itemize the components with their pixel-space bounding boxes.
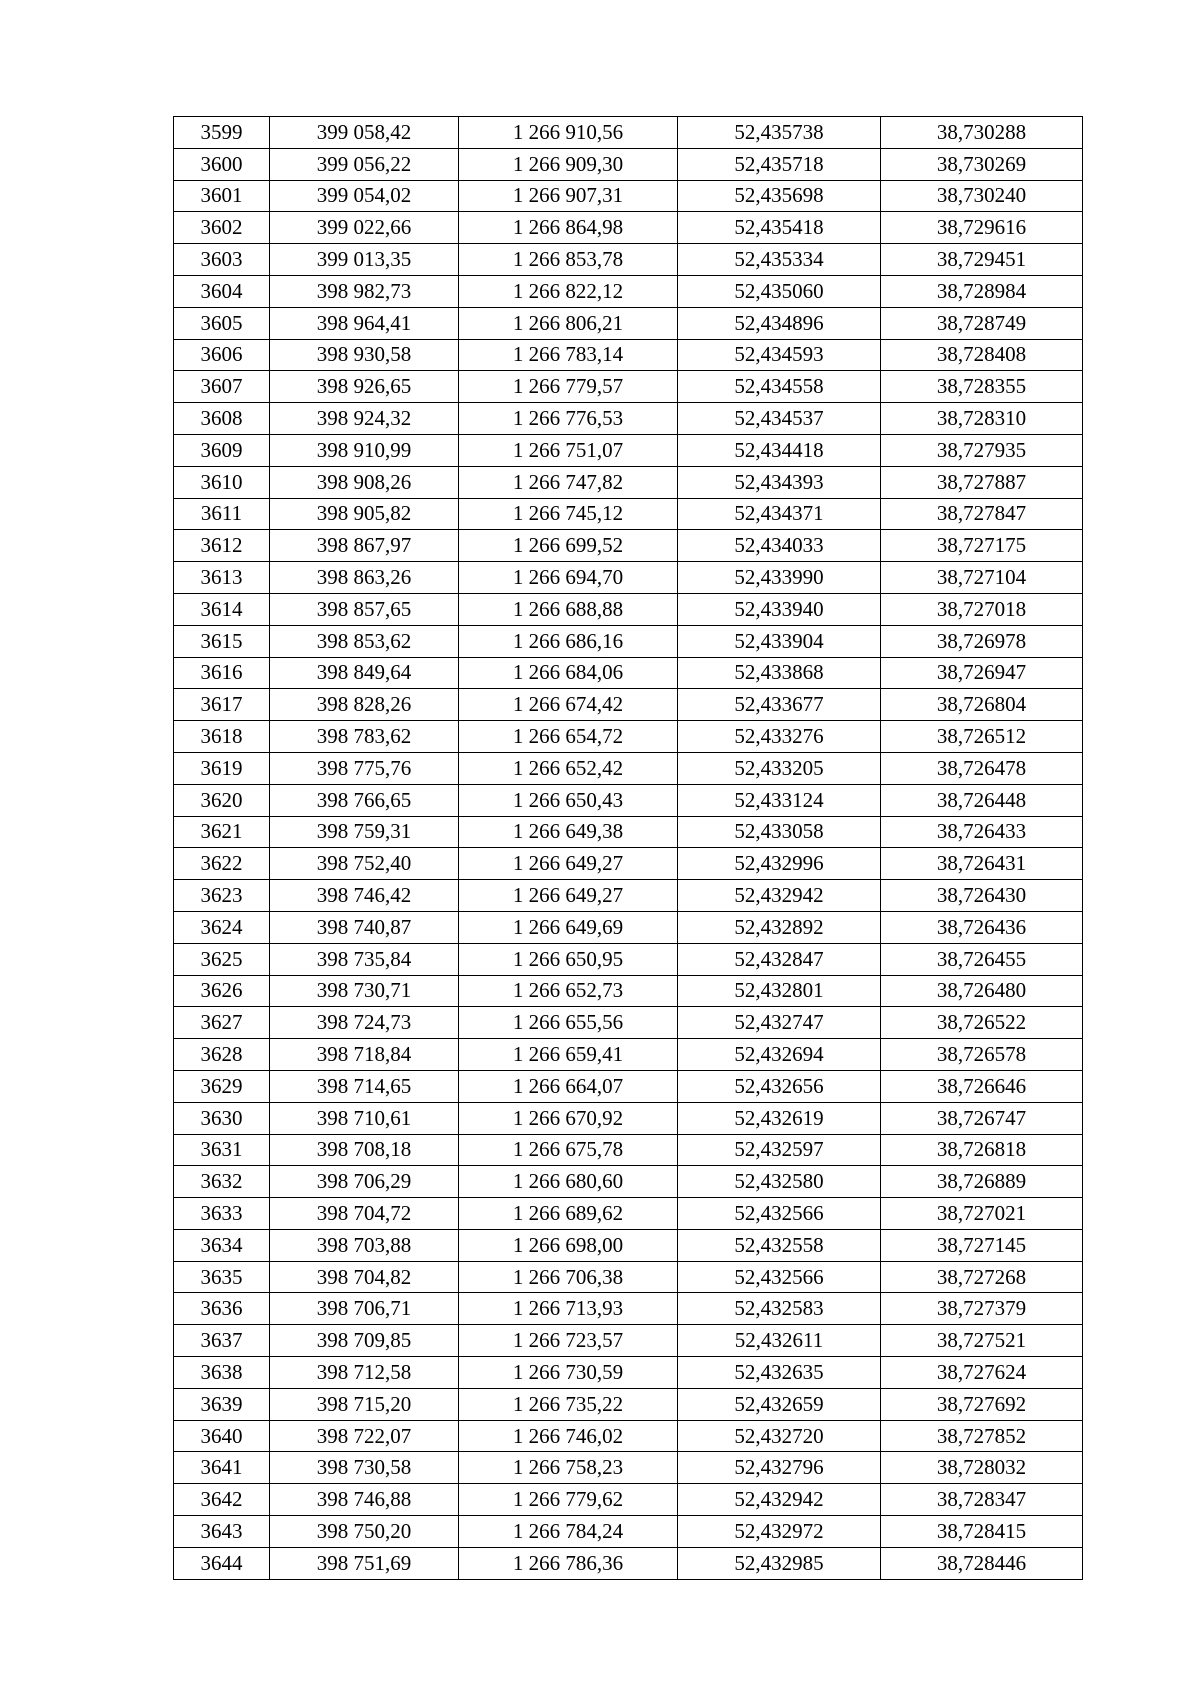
- latitude-cell: 52,434033: [678, 530, 881, 562]
- point-number-cell: 3607: [174, 371, 270, 403]
- y-coordinate-cell: 1 266 686,16: [459, 625, 678, 657]
- latitude-cell: 52,433205: [678, 752, 881, 784]
- point-number-cell: 3625: [174, 943, 270, 975]
- y-coordinate-cell: 1 266 675,78: [459, 1134, 678, 1166]
- table-row: [174, 880, 1083, 912]
- y-coordinate-cell: 1 266 783,14: [459, 339, 678, 371]
- latitude-cell: 52,433990: [678, 562, 881, 594]
- point-number-cell: 3623: [174, 880, 270, 912]
- longitude-cell: 38,726889: [881, 1166, 1083, 1198]
- longitude-cell: 38,726747: [881, 1102, 1083, 1134]
- y-coordinate-cell: 1 266 664,07: [459, 1070, 678, 1102]
- y-coordinate-cell: 1 266 907,31: [459, 180, 678, 212]
- longitude-cell: 38,726480: [881, 975, 1083, 1007]
- point-number-cell: 3636: [174, 1293, 270, 1325]
- latitude-cell: 52,433124: [678, 784, 881, 816]
- x-coordinate-cell: 398 715,20: [270, 1388, 459, 1420]
- y-coordinate-cell: 1 266 723,57: [459, 1325, 678, 1357]
- point-number-cell: 3637: [174, 1325, 270, 1357]
- point-number-cell: 3644: [174, 1547, 270, 1579]
- longitude-cell: 38,728749: [881, 307, 1083, 339]
- x-coordinate-cell: 398 775,76: [270, 752, 459, 784]
- y-coordinate-cell: 1 266 758,23: [459, 1452, 678, 1484]
- latitude-cell: 52,432611: [678, 1325, 881, 1357]
- y-coordinate-cell: 1 266 713,93: [459, 1293, 678, 1325]
- longitude-cell: 38,727021: [881, 1198, 1083, 1230]
- y-coordinate-cell: 1 266 684,06: [459, 657, 678, 689]
- latitude-cell: 52,432801: [678, 975, 881, 1007]
- x-coordinate-cell: 399 022,66: [270, 212, 459, 244]
- table-row: [174, 1166, 1083, 1198]
- y-coordinate-cell: 1 266 806,21: [459, 307, 678, 339]
- latitude-cell: 52,435738: [678, 117, 881, 149]
- longitude-cell: 38,727268: [881, 1261, 1083, 1293]
- x-coordinate-cell: 399 054,02: [270, 180, 459, 212]
- latitude-cell: 52,432635: [678, 1357, 881, 1389]
- x-coordinate-cell: 398 703,88: [270, 1229, 459, 1261]
- longitude-cell: 38,727624: [881, 1357, 1083, 1389]
- table-row: [174, 1293, 1083, 1325]
- latitude-cell: 52,434896: [678, 307, 881, 339]
- longitude-cell: 38,727175: [881, 530, 1083, 562]
- table-row: [174, 1420, 1083, 1452]
- x-coordinate-cell: 398 752,40: [270, 848, 459, 880]
- y-coordinate-cell: 1 266 652,73: [459, 975, 678, 1007]
- x-coordinate-cell: 398 863,26: [270, 562, 459, 594]
- table-row: [174, 1229, 1083, 1261]
- longitude-cell: 38,729616: [881, 212, 1083, 244]
- x-coordinate-cell: 398 718,84: [270, 1039, 459, 1071]
- table-row: [174, 975, 1083, 1007]
- point-number-cell: 3621: [174, 816, 270, 848]
- x-coordinate-cell: 398 704,72: [270, 1198, 459, 1230]
- longitude-cell: 38,726818: [881, 1134, 1083, 1166]
- longitude-cell: 38,728408: [881, 339, 1083, 371]
- x-coordinate-cell: 398 712,58: [270, 1357, 459, 1389]
- longitude-cell: 38,726646: [881, 1070, 1083, 1102]
- table-row: [174, 148, 1083, 180]
- y-coordinate-cell: 1 266 698,00: [459, 1229, 678, 1261]
- table-row: [174, 498, 1083, 530]
- x-coordinate-cell: 398 735,84: [270, 943, 459, 975]
- table-row: [174, 307, 1083, 339]
- latitude-cell: 52,433058: [678, 816, 881, 848]
- point-number-cell: 3641: [174, 1452, 270, 1484]
- table-row: [174, 848, 1083, 880]
- longitude-cell: 38,727852: [881, 1420, 1083, 1452]
- latitude-cell: 52,432566: [678, 1198, 881, 1230]
- table-row: [174, 1198, 1083, 1230]
- latitude-cell: 52,432942: [678, 1484, 881, 1516]
- x-coordinate-cell: 398 709,85: [270, 1325, 459, 1357]
- table-row: [174, 1070, 1083, 1102]
- table-row: [174, 434, 1083, 466]
- longitude-cell: 38,728446: [881, 1547, 1083, 1579]
- latitude-cell: 52,433904: [678, 625, 881, 657]
- x-coordinate-cell: 398 706,29: [270, 1166, 459, 1198]
- table-row: [174, 180, 1083, 212]
- y-coordinate-cell: 1 266 649,27: [459, 848, 678, 880]
- longitude-cell: 38,726804: [881, 689, 1083, 721]
- point-number-cell: 3624: [174, 911, 270, 943]
- table-row: [174, 1484, 1083, 1516]
- longitude-cell: 38,728347: [881, 1484, 1083, 1516]
- y-coordinate-cell: 1 266 655,56: [459, 1007, 678, 1039]
- point-number-cell: 3617: [174, 689, 270, 721]
- y-coordinate-cell: 1 266 652,42: [459, 752, 678, 784]
- latitude-cell: 52,433868: [678, 657, 881, 689]
- point-number-cell: 3613: [174, 562, 270, 594]
- x-coordinate-cell: 399 058,42: [270, 117, 459, 149]
- longitude-cell: 38,726455: [881, 943, 1083, 975]
- y-coordinate-cell: 1 266 689,62: [459, 1198, 678, 1230]
- table-row: [174, 1516, 1083, 1548]
- longitude-cell: 38,728310: [881, 403, 1083, 435]
- latitude-cell: 52,432656: [678, 1070, 881, 1102]
- point-number-cell: 3620: [174, 784, 270, 816]
- y-coordinate-cell: 1 266 649,69: [459, 911, 678, 943]
- table-row: [174, 1007, 1083, 1039]
- x-coordinate-cell: 398 828,26: [270, 689, 459, 721]
- point-number-cell: 3643: [174, 1516, 270, 1548]
- point-number-cell: 3618: [174, 721, 270, 753]
- y-coordinate-cell: 1 266 654,72: [459, 721, 678, 753]
- latitude-cell: 52,432985: [678, 1547, 881, 1579]
- table-row: [174, 1325, 1083, 1357]
- point-number-cell: 3601: [174, 180, 270, 212]
- x-coordinate-cell: 398 730,58: [270, 1452, 459, 1484]
- longitude-cell: 38,726947: [881, 657, 1083, 689]
- longitude-cell: 38,726978: [881, 625, 1083, 657]
- x-coordinate-cell: 398 750,20: [270, 1516, 459, 1548]
- x-coordinate-cell: 398 746,42: [270, 880, 459, 912]
- y-coordinate-cell: 1 266 909,30: [459, 148, 678, 180]
- table-row: [174, 1388, 1083, 1420]
- latitude-cell: 52,433276: [678, 721, 881, 753]
- point-number-cell: 3635: [174, 1261, 270, 1293]
- table-row: [174, 371, 1083, 403]
- latitude-cell: 52,432694: [678, 1039, 881, 1071]
- longitude-cell: 38,728415: [881, 1516, 1083, 1548]
- point-number-cell: 3630: [174, 1102, 270, 1134]
- x-coordinate-cell: 398 783,62: [270, 721, 459, 753]
- y-coordinate-cell: 1 266 910,56: [459, 117, 678, 149]
- x-coordinate-cell: 399 013,35: [270, 244, 459, 276]
- y-coordinate-cell: 1 266 659,41: [459, 1039, 678, 1071]
- longitude-cell: 38,727379: [881, 1293, 1083, 1325]
- x-coordinate-cell: 398 724,73: [270, 1007, 459, 1039]
- longitude-cell: 38,726430: [881, 880, 1083, 912]
- latitude-cell: 52,435334: [678, 244, 881, 276]
- y-coordinate-cell: 1 266 864,98: [459, 212, 678, 244]
- table-row: [174, 721, 1083, 753]
- longitude-cell: 38,730288: [881, 117, 1083, 149]
- point-number-cell: 3639: [174, 1388, 270, 1420]
- x-coordinate-cell: 398 908,26: [270, 466, 459, 498]
- latitude-cell: 52,432566: [678, 1261, 881, 1293]
- y-coordinate-cell: 1 266 747,82: [459, 466, 678, 498]
- point-number-cell: 3627: [174, 1007, 270, 1039]
- table-row: [174, 466, 1083, 498]
- x-coordinate-cell: 398 905,82: [270, 498, 459, 530]
- y-coordinate-cell: 1 266 649,27: [459, 880, 678, 912]
- y-coordinate-cell: 1 266 735,22: [459, 1388, 678, 1420]
- table-row: [174, 1134, 1083, 1166]
- latitude-cell: 52,435718: [678, 148, 881, 180]
- longitude-cell: 38,730269: [881, 148, 1083, 180]
- latitude-cell: 52,434558: [678, 371, 881, 403]
- point-number-cell: 3634: [174, 1229, 270, 1261]
- x-coordinate-cell: 398 740,87: [270, 911, 459, 943]
- latitude-cell: 52,432659: [678, 1388, 881, 1420]
- table-row: [174, 1452, 1083, 1484]
- point-number-cell: 3600: [174, 148, 270, 180]
- latitude-cell: 52,432996: [678, 848, 881, 880]
- point-number-cell: 3608: [174, 403, 270, 435]
- longitude-cell: 38,727521: [881, 1325, 1083, 1357]
- table-row: [174, 593, 1083, 625]
- x-coordinate-cell: 398 867,97: [270, 530, 459, 562]
- latitude-cell: 52,432747: [678, 1007, 881, 1039]
- longitude-cell: 38,727104: [881, 562, 1083, 594]
- table-row: [174, 530, 1083, 562]
- x-coordinate-cell: 398 964,41: [270, 307, 459, 339]
- point-number-cell: 3638: [174, 1357, 270, 1389]
- x-coordinate-cell: 398 708,18: [270, 1134, 459, 1166]
- latitude-cell: 52,434418: [678, 434, 881, 466]
- latitude-cell: 52,433677: [678, 689, 881, 721]
- point-number-cell: 3633: [174, 1198, 270, 1230]
- latitude-cell: 52,432796: [678, 1452, 881, 1484]
- table-row: [174, 244, 1083, 276]
- point-number-cell: 3632: [174, 1166, 270, 1198]
- x-coordinate-cell: 398 730,71: [270, 975, 459, 1007]
- x-coordinate-cell: 398 704,82: [270, 1261, 459, 1293]
- y-coordinate-cell: 1 266 688,88: [459, 593, 678, 625]
- longitude-cell: 38,726448: [881, 784, 1083, 816]
- table-row: [174, 752, 1083, 784]
- point-number-cell: 3603: [174, 244, 270, 276]
- latitude-cell: 52,433940: [678, 593, 881, 625]
- longitude-cell: 38,727692: [881, 1388, 1083, 1420]
- coordinates-table: [173, 116, 1083, 1580]
- longitude-cell: 38,728032: [881, 1452, 1083, 1484]
- latitude-cell: 52,432558: [678, 1229, 881, 1261]
- table-row: [174, 562, 1083, 594]
- point-number-cell: 3609: [174, 434, 270, 466]
- longitude-cell: 38,726578: [881, 1039, 1083, 1071]
- point-number-cell: 3640: [174, 1420, 270, 1452]
- table-row: [174, 816, 1083, 848]
- latitude-cell: 52,432597: [678, 1134, 881, 1166]
- table-row: [174, 943, 1083, 975]
- longitude-cell: 38,726522: [881, 1007, 1083, 1039]
- latitude-cell: 52,432720: [678, 1420, 881, 1452]
- x-coordinate-cell: 398 759,31: [270, 816, 459, 848]
- x-coordinate-cell: 399 056,22: [270, 148, 459, 180]
- x-coordinate-cell: 398 982,73: [270, 275, 459, 307]
- latitude-cell: 52,434537: [678, 403, 881, 435]
- table-row: [174, 275, 1083, 307]
- longitude-cell: 38,727145: [881, 1229, 1083, 1261]
- table-row: [174, 689, 1083, 721]
- longitude-cell: 38,728984: [881, 275, 1083, 307]
- latitude-cell: 52,435698: [678, 180, 881, 212]
- point-number-cell: 3628: [174, 1039, 270, 1071]
- x-coordinate-cell: 398 930,58: [270, 339, 459, 371]
- y-coordinate-cell: 1 266 779,57: [459, 371, 678, 403]
- point-number-cell: 3599: [174, 117, 270, 149]
- point-number-cell: 3629: [174, 1070, 270, 1102]
- latitude-cell: 52,434393: [678, 466, 881, 498]
- x-coordinate-cell: 398 849,64: [270, 657, 459, 689]
- x-coordinate-cell: 398 853,62: [270, 625, 459, 657]
- point-number-cell: 3626: [174, 975, 270, 1007]
- longitude-cell: 38,726433: [881, 816, 1083, 848]
- longitude-cell: 38,727935: [881, 434, 1083, 466]
- y-coordinate-cell: 1 266 751,07: [459, 434, 678, 466]
- table-row: [174, 1547, 1083, 1579]
- table-row: [174, 117, 1083, 149]
- table-row: [174, 339, 1083, 371]
- y-coordinate-cell: 1 266 650,43: [459, 784, 678, 816]
- longitude-cell: 38,727018: [881, 593, 1083, 625]
- latitude-cell: 52,432942: [678, 880, 881, 912]
- y-coordinate-cell: 1 266 694,70: [459, 562, 678, 594]
- point-number-cell: 3611: [174, 498, 270, 530]
- y-coordinate-cell: 1 266 745,12: [459, 498, 678, 530]
- longitude-cell: 38,727847: [881, 498, 1083, 530]
- x-coordinate-cell: 398 722,07: [270, 1420, 459, 1452]
- latitude-cell: 52,432972: [678, 1516, 881, 1548]
- table-row: [174, 403, 1083, 435]
- latitude-cell: 52,435418: [678, 212, 881, 244]
- table-row: [174, 784, 1083, 816]
- x-coordinate-cell: 398 746,88: [270, 1484, 459, 1516]
- x-coordinate-cell: 398 706,71: [270, 1293, 459, 1325]
- point-number-cell: 3619: [174, 752, 270, 784]
- point-number-cell: 3614: [174, 593, 270, 625]
- y-coordinate-cell: 1 266 649,38: [459, 816, 678, 848]
- y-coordinate-cell: 1 266 746,02: [459, 1420, 678, 1452]
- table-row: [174, 1102, 1083, 1134]
- longitude-cell: 38,727887: [881, 466, 1083, 498]
- x-coordinate-cell: 398 924,32: [270, 403, 459, 435]
- longitude-cell: 38,726431: [881, 848, 1083, 880]
- point-number-cell: 3616: [174, 657, 270, 689]
- x-coordinate-cell: 398 710,61: [270, 1102, 459, 1134]
- latitude-cell: 52,432583: [678, 1293, 881, 1325]
- longitude-cell: 38,726478: [881, 752, 1083, 784]
- y-coordinate-cell: 1 266 674,42: [459, 689, 678, 721]
- x-coordinate-cell: 398 714,65: [270, 1070, 459, 1102]
- x-coordinate-cell: 398 926,65: [270, 371, 459, 403]
- y-coordinate-cell: 1 266 776,53: [459, 403, 678, 435]
- point-number-cell: 3610: [174, 466, 270, 498]
- longitude-cell: 38,728355: [881, 371, 1083, 403]
- x-coordinate-cell: 398 751,69: [270, 1547, 459, 1579]
- latitude-cell: 52,434593: [678, 339, 881, 371]
- table-row: [174, 1357, 1083, 1389]
- point-number-cell: 3631: [174, 1134, 270, 1166]
- table-row: [174, 911, 1083, 943]
- coordinates-table-body: [174, 117, 1083, 1580]
- table-row: [174, 1039, 1083, 1071]
- latitude-cell: 52,432847: [678, 943, 881, 975]
- y-coordinate-cell: 1 266 730,59: [459, 1357, 678, 1389]
- point-number-cell: 3612: [174, 530, 270, 562]
- x-coordinate-cell: 398 857,65: [270, 593, 459, 625]
- longitude-cell: 38,726512: [881, 721, 1083, 753]
- x-coordinate-cell: 398 766,65: [270, 784, 459, 816]
- y-coordinate-cell: 1 266 699,52: [459, 530, 678, 562]
- x-coordinate-cell: 398 910,99: [270, 434, 459, 466]
- latitude-cell: 52,432892: [678, 911, 881, 943]
- point-number-cell: 3615: [174, 625, 270, 657]
- y-coordinate-cell: 1 266 670,92: [459, 1102, 678, 1134]
- latitude-cell: 52,432580: [678, 1166, 881, 1198]
- y-coordinate-cell: 1 266 853,78: [459, 244, 678, 276]
- longitude-cell: 38,726436: [881, 911, 1083, 943]
- y-coordinate-cell: 1 266 680,60: [459, 1166, 678, 1198]
- y-coordinate-cell: 1 266 650,95: [459, 943, 678, 975]
- table-row: [174, 625, 1083, 657]
- latitude-cell: 52,435060: [678, 275, 881, 307]
- y-coordinate-cell: 1 266 784,24: [459, 1516, 678, 1548]
- point-number-cell: 3602: [174, 212, 270, 244]
- longitude-cell: 38,729451: [881, 244, 1083, 276]
- longitude-cell: 38,730240: [881, 180, 1083, 212]
- table-row: [174, 1261, 1083, 1293]
- table-row: [174, 212, 1083, 244]
- point-number-cell: 3604: [174, 275, 270, 307]
- y-coordinate-cell: 1 266 779,62: [459, 1484, 678, 1516]
- point-number-cell: 3622: [174, 848, 270, 880]
- latitude-cell: 52,432619: [678, 1102, 881, 1134]
- point-number-cell: 3605: [174, 307, 270, 339]
- point-number-cell: 3606: [174, 339, 270, 371]
- point-number-cell: 3642: [174, 1484, 270, 1516]
- y-coordinate-cell: 1 266 706,38: [459, 1261, 678, 1293]
- y-coordinate-cell: 1 266 786,36: [459, 1547, 678, 1579]
- y-coordinate-cell: 1 266 822,12: [459, 275, 678, 307]
- latitude-cell: 52,434371: [678, 498, 881, 530]
- table-row: [174, 657, 1083, 689]
